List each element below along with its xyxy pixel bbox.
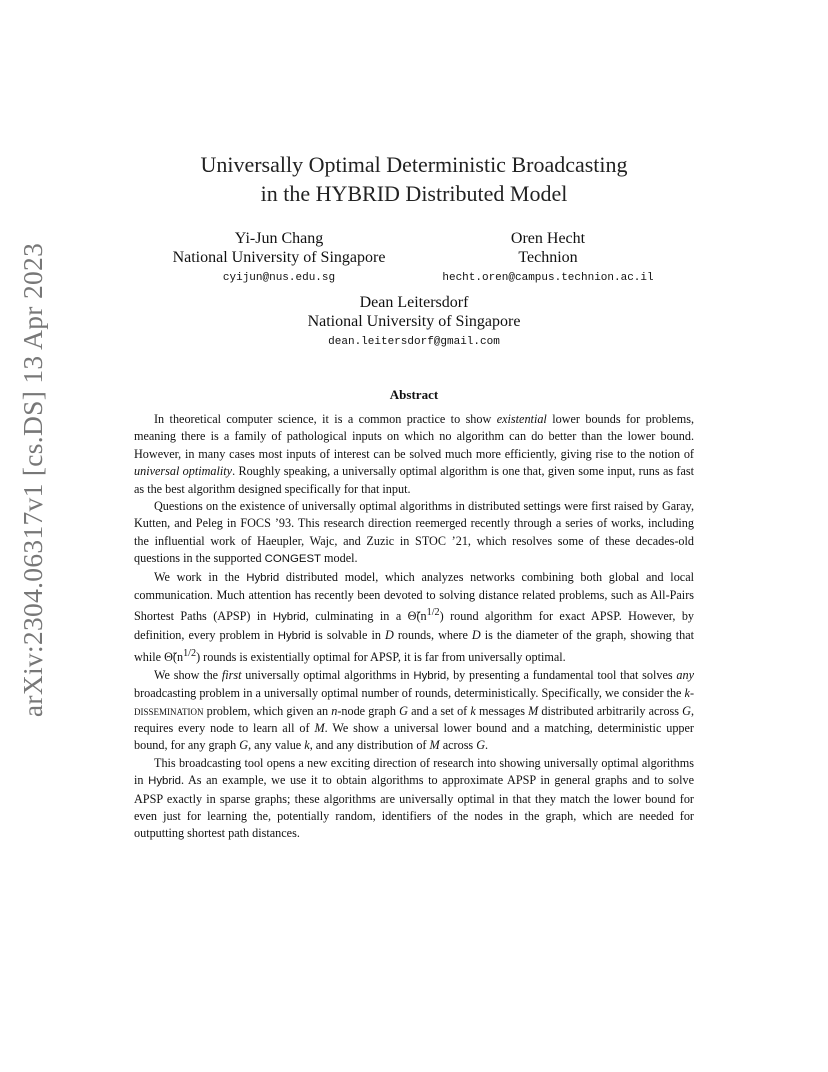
text-run: ) rounds is existentially optimal for APSP, it is far from universally optimal. [196, 650, 566, 665]
text-run: ) round algorithm for exact APSP. However, by definition, every problem in [134, 609, 695, 642]
emphasis: universal optimality [134, 464, 233, 479]
text-run: . Roughly speaking, a universally optimal algorithm is one that, given some input, runs as fast as the best algorithm designed specifically for that input. [134, 464, 694, 496]
math-variable: D [384, 627, 394, 642]
math-variable: D [471, 627, 481, 642]
text-run: distributed arbitrarily across [538, 703, 683, 718]
author-email[interactable]: hecht.oren@campus.technion.ac.il [442, 272, 654, 284]
math-variable: G [682, 703, 691, 718]
text-run: This broadcasting tool opens a new exciting direction of research into showing universally optimal algorithms in [134, 755, 694, 788]
author-affiliation: Technion [518, 249, 578, 266]
abstract-paragraph-3 [134, 569, 694, 667]
math-variable: M [429, 738, 440, 753]
author-block-2 [434, 229, 662, 285]
text-run: In theoretical computer science, it is a common practice to show [154, 412, 497, 426]
author-affiliation: National University of Singapore [172, 249, 386, 266]
text-run: model. [321, 551, 358, 566]
abstract-paragraph-1 [134, 411, 694, 498]
author-name: Dean Leitersdorf [359, 294, 469, 311]
abstract-heading: Abstract [389, 387, 439, 402]
text-run: rounds, where [393, 627, 472, 642]
text-run: problem, which given an [203, 703, 332, 718]
text-run: across [439, 738, 477, 753]
text-run: , requires every node to learn all of [134, 703, 695, 736]
math-variable: G [239, 738, 249, 753]
text-run: Questions on the existence of universally optimal algorithms in distributed settings were first raised by Garay, Kutten, and Peleg in FOCS ’93. This research direction reemerged recently through a series of works, including the influential work of Haeupler, Wajc, and Zuzic in STOC ’21, which resolves some of these decades-old questions in the supported [134, 499, 694, 566]
emphasis: first [221, 667, 242, 682]
model-name: Hybrid [148, 775, 182, 788]
text-run: , and any distribution of [309, 738, 430, 753]
author-name: Yi-Jun Chang [234, 230, 324, 247]
author-affiliation: National University of Singapore [307, 313, 521, 330]
author-block-1 [166, 229, 392, 285]
model-name: Hybrid [277, 629, 311, 642]
math-run: is the diameter of the graph, showing that while Θ̃(n [134, 627, 694, 665]
math-variable: k [684, 686, 690, 701]
math-variable: n [331, 703, 338, 718]
math-exponent: 1/2 [426, 607, 440, 619]
author-email[interactable]: dean.leitersdorf@gmail.com [328, 336, 500, 348]
emphasis: existential [496, 412, 547, 426]
title-line-1: Universally Optimal Deterministic Broadcasting [200, 152, 628, 177]
math-variable: M [528, 703, 539, 718]
text-run: . As an example, we use it to obtain algorithms to approximate APSP in general graphs and to solve APSP exactly in sparse graphs; these algorithms are universally optimal in that they match the lower bound for even just for learning the, potentially random, identifiers of the nodes in the graph, which are needed for outputting shortest path distances. [134, 773, 694, 841]
problem-name: -dissemination [134, 686, 694, 718]
abstract-body [134, 411, 694, 843]
abstract-paragraph-4 [134, 667, 694, 755]
abstract-paragraph-5 [134, 755, 694, 843]
model-name: Hybrid [246, 571, 280, 584]
math-run: , culminating in a Θ̃(n [305, 609, 427, 624]
text-run: messages [475, 703, 529, 718]
text-run: broadcasting problem in a universally optimal number of rounds, deterministically. Specifically, we consider the [134, 686, 685, 701]
emphasis: any [676, 667, 695, 682]
arxiv-stamp-text: arXiv:2304.06317v1 [cs.DS] 13 Apr 2023 [17, 242, 48, 718]
paper-title [0, 150, 828, 208]
title-line-2: in the HYBRID Distributed Model [260, 181, 568, 206]
text-run: distributed model, which analyzes networks combining both global and local communication. Much attention has recently been devoted to solving distance related problems, such as All-Pairs Shortest Paths (APSP) in [134, 569, 694, 624]
text-run: We show the [154, 667, 222, 682]
text-run: . We show a universal lower bound and a matching, deterministic upper bound, for any graph [134, 721, 694, 753]
text-run: is solvable in [310, 627, 385, 642]
text-run: , by presenting a fundamental tool that solves [446, 667, 677, 682]
math-variable: G [399, 703, 408, 718]
text-run: universally optimal algorithms in [241, 667, 414, 682]
text-run: We work in the [154, 569, 247, 584]
text-run: . [485, 738, 489, 753]
text-run: lower bounds for problems, meaning there is a family of pathological inputs on which no algorithm can do better than the lower bound. However, in many cases most inputs of interest can be solved much more efficiently, giving rise to the notion of [134, 412, 695, 461]
math-variable: k [304, 738, 310, 753]
math-exponent: 1/2 [183, 648, 197, 660]
model-name: Hybrid [413, 669, 447, 682]
model-name: Hybrid [272, 611, 306, 624]
text-run: , any value [248, 738, 305, 753]
math-variable: G [476, 738, 486, 753]
math-variable: k [470, 703, 476, 718]
author-name: Oren Hecht [510, 230, 586, 247]
author-block-3 [299, 293, 529, 349]
author-email[interactable]: cyijun@nus.edu.sg [222, 272, 336, 284]
text-run: and a set of [407, 703, 471, 718]
text-run: -node graph [337, 703, 400, 718]
model-name: CONGEST [264, 553, 321, 566]
math-variable: M [314, 721, 325, 736]
abstract-paragraph-2 [134, 498, 694, 569]
